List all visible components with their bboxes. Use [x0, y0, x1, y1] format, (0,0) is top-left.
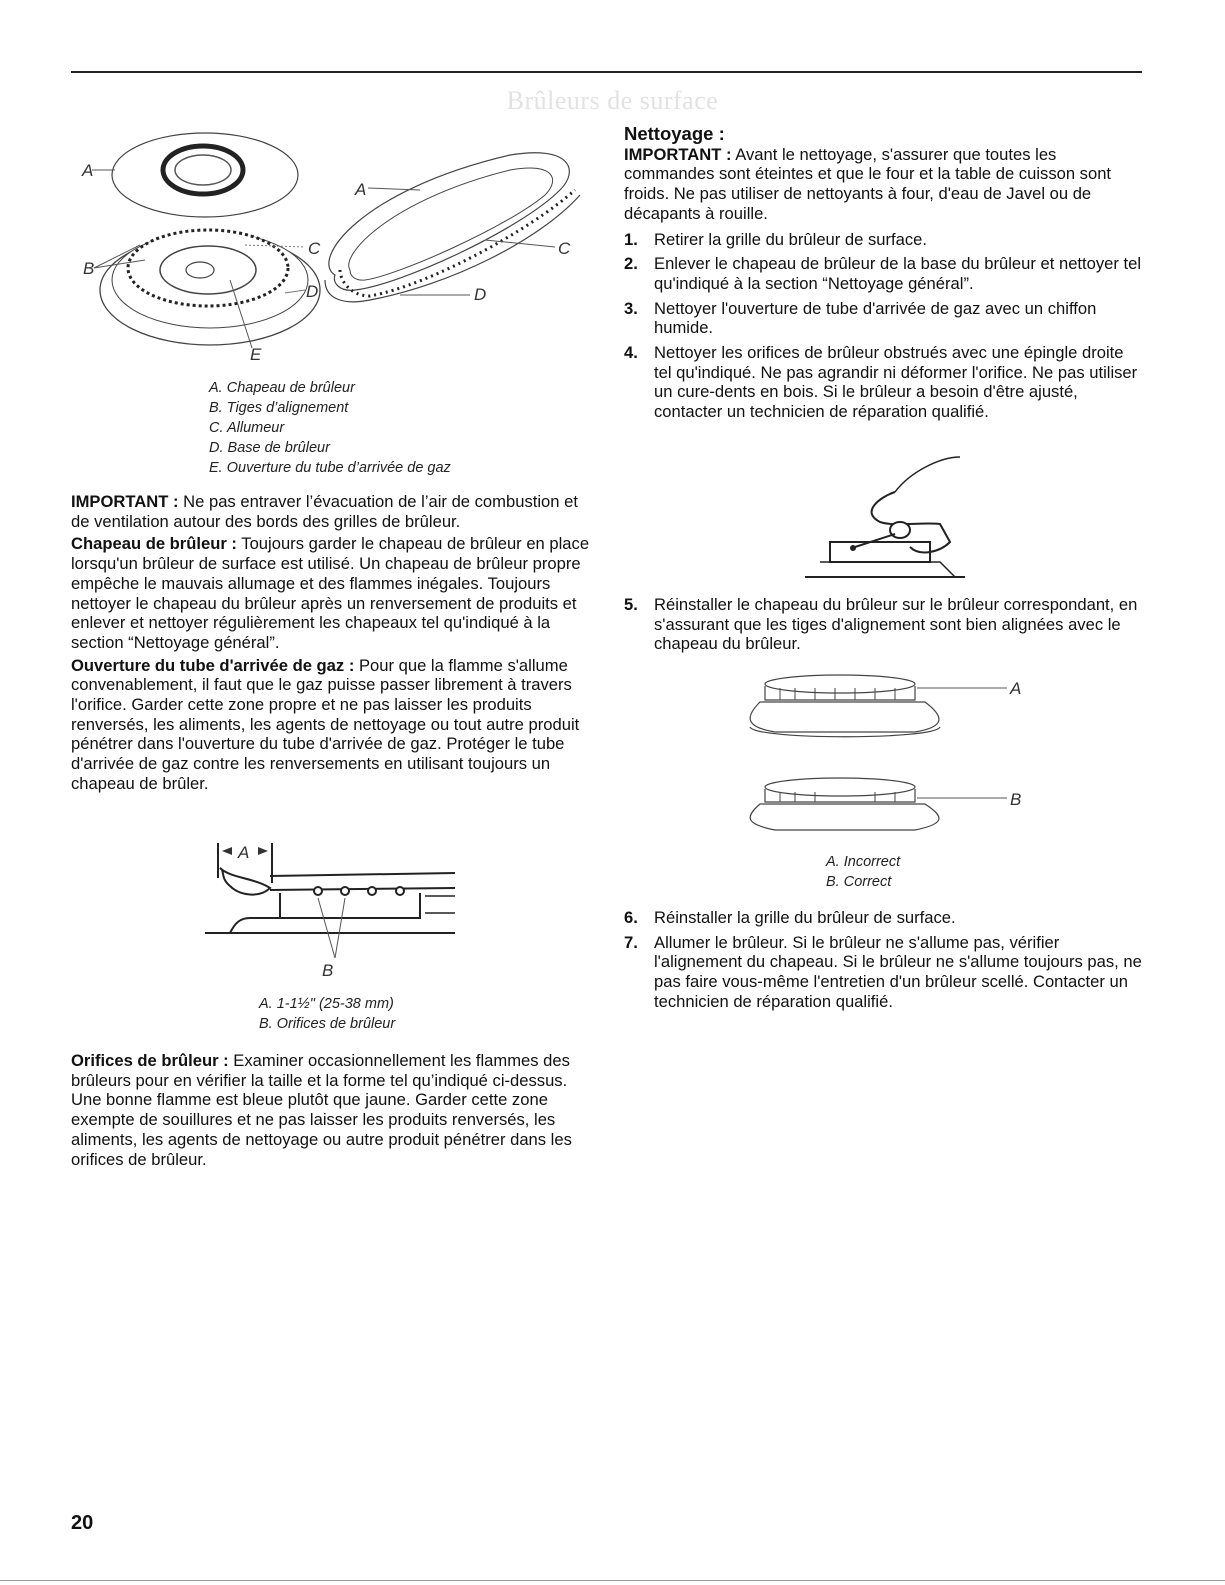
cleaning-heading: Nettoyage :: [624, 123, 725, 144]
fig-label: B: [83, 259, 95, 278]
step-item: 3. Nettoyer l'ouverture de tube d'arrivée de gaz avec un chiffon humide.: [624, 298, 1097, 338]
burner-parts-legend: [209, 378, 451, 478]
legend-item: B. Correct: [826, 874, 892, 890]
fig-label: A: [355, 180, 367, 199]
legend-item: A. Chapeau de brûleur: [209, 380, 355, 396]
important-note: IMPORTANT : Ne pas entraver l’évacuation de l’air de combustion et de ventilation autour des bords des grilles de brûleur.: [71, 492, 578, 531]
gas-tube-paragraph: Ouverture du tube d'arrivée de gaz : Pour que la flamme s'allume convenablement, il faut que le gaz puisse passer librement à travers l'orifice. Garder cette zone propre et ne pas laisser les produits renversés, les aliments, les agents de nettoyage ou tout autre produit pénétrer dans l'ouverture du tube d'arrivée de gaz. Protéger le tube d'arrivée de gaz contre les renversements en utilisant toujours un chapeau de brûler.: [71, 655, 580, 793]
legend-item: A. Incorrect: [826, 854, 901, 870]
cap-alignment-legend: [826, 852, 900, 892]
top-rule: [71, 71, 1142, 73]
legend-item: B. Tiges d’alignement: [209, 400, 349, 416]
burner-cap-paragraph: Chapeau de brûleur : Toujours garder le chapeau de brûleur en place lorsqu'un brûleur de surface est utilisé. Un chapeau de brûleur propre empêche le mauvais allumage et des flammes inégales. Toujours nettoyer le chapeau du brûleur après un renversement de produits et enlever et nettoyer régulièrement les chapeaux tel qu'indiqué à la section “Nettoyage général”.: [71, 534, 590, 652]
burner-parts-figure: [70, 120, 590, 370]
cap-alignment-figure: [735, 672, 1035, 842]
flame-legend: [259, 994, 395, 1034]
legend-item: E. Ouverture du tube d’arrivée de gaz: [209, 460, 451, 476]
legend-item: C. Allumeur: [209, 420, 285, 436]
fig-label: A: [238, 843, 250, 862]
pin-cleaning-figure: [800, 452, 970, 582]
fig-label: B: [322, 961, 334, 980]
bottom-rule: [0, 1580, 1225, 1581]
fig-label: B: [1010, 790, 1022, 809]
right-column-bottom: [624, 908, 1144, 1017]
legend-item: D. Base de brûleur: [209, 440, 330, 456]
fig-label: C: [558, 239, 571, 258]
orifices-paragraph: Orifices de brûleur : Examiner occasionnellement les flammes des brûleurs pour en vérifier la taille et la forme tel qu’indiqué ci-dessus. Une bonne flamme est bleue plutôt que jaune. Garder cette zone exempte de souillures et ne pas laisser les produits renversés, les aliments, les agents de nettoyage ou autre produit pénétrer dans les orifices de brûleur.: [71, 1051, 572, 1169]
orifices-paragraph-block: [71, 1051, 591, 1172]
right-column-step5: [624, 595, 1144, 659]
legend-item: A. 1-1½" (25-38 mm): [259, 996, 394, 1012]
step-item: 1. Retirer la grille du brûleur de surface.: [624, 229, 928, 249]
step-item: 2. Enlever le chapeau de brûleur de la base du brûleur et nettoyer tel qu'indiqué à la section “Nettoyage général”.: [624, 254, 1142, 293]
legend-item: B. Orifices de brûleur: [259, 1016, 396, 1032]
fig-label: A: [82, 161, 94, 180]
step-item: 4. Nettoyer les orifices de brûleur obstrués avec une épingle droite tel qu'indiqué. Ne pas agrandir ni déformer l'orifice. Ne pas utiliser un cure-dents en bois. Si le brûleur a besoin d'être ajusté, contacter un technicien de réparation qualifié.: [624, 343, 1138, 422]
cleaning-intro: IMPORTANT : Avant le nettoyage, s'assurer que toutes les commandes sont éteintes et que le four et la table de cuisson sont froids. Ne pas utiliser de nettoyants à four, d'eau de Javel ou de décapants à rouille.: [624, 144, 1112, 223]
page-number: 20: [71, 1512, 94, 1534]
step-item: 6. Réinstaller la grille du brûleur de surface.: [624, 908, 956, 927]
fig-label: C: [308, 239, 321, 258]
fig-label: E: [250, 345, 262, 364]
flame-figure: [200, 838, 470, 988]
cleaning-steps: [624, 230, 1144, 422]
fig-label: D: [474, 285, 487, 304]
step-item: 7. Allumer le brûleur. Si le brûleur ne s'allume pas, vérifier l'alignement du chapeau. Si le brûleur ne s'allume toujours pas, ne pas faire vous-même l'entretien d'un brûleur scellé. Contacter un technicien de réparation qualifié.: [624, 932, 1142, 1011]
step-item: 5. Réinstaller le chapeau du brûleur sur le brûleur correspondant, en s'assurant que les tiges d'alignement sont bien alignées avec le chapeau du brûleur.: [624, 595, 1138, 654]
left-column: [71, 492, 591, 797]
fig-label: A: [1010, 679, 1022, 698]
right-column-top: [624, 124, 1144, 427]
section-title: Brûleurs de surface: [506, 86, 719, 115]
fig-label: D: [306, 282, 319, 301]
